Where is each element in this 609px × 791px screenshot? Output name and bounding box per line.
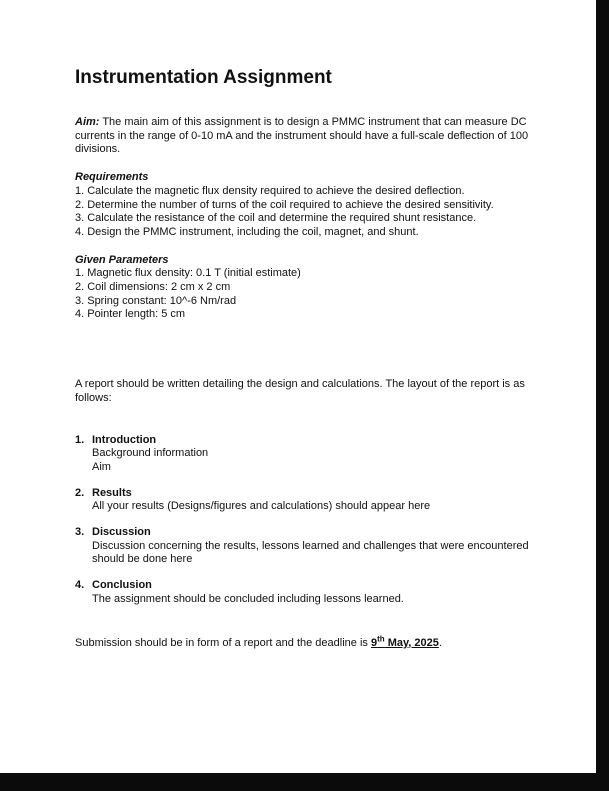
outline-number: 3.	[75, 526, 85, 539]
aim-paragraph	[75, 116, 540, 157]
requirement-item: 2. Determine the number of turns of the coil required to achieve the desired sensitivity.	[75, 198, 494, 211]
document-title: Instrumentation Assignment	[75, 67, 332, 88]
outline-number: 1.	[75, 433, 85, 446]
outline-line: The assignment should be concluded including lessons learned.	[92, 592, 404, 605]
submission-paragraph	[75, 633, 540, 651]
outline-number: 4.	[75, 579, 85, 592]
outline-line: Discussion concerning the results, lessons learned and challenges that were encountered should be done here	[92, 539, 529, 566]
outline-line: All your results (Designs/figures and calculations) should appear here	[92, 500, 431, 513]
outline-line: Background information	[92, 447, 209, 460]
given-parameter-item: 1. Magnetic flux density: 0.1 T (initial estimate)	[75, 267, 301, 280]
deadline-date	[370, 633, 439, 649]
submission-text: Submission should be in form of a report and the deadline is	[75, 636, 368, 649]
outline-heading: Introduction	[92, 433, 157, 446]
report-intro-paragraph: A report should be written detailing the design and calculations. The layout of the report is as follows:	[75, 378, 525, 404]
outline-heading: Conclusion	[92, 579, 152, 592]
given-parameter-item: 2. Coil dimensions: 2 cm x 2 cm	[75, 281, 231, 294]
outline-item-results	[75, 487, 540, 514]
given-parameters-heading: Given Parameters	[75, 253, 169, 266]
deadline-month-year: May, 2025	[384, 636, 439, 649]
given-parameter-item: 4. Pointer length: 5 cm	[75, 308, 186, 321]
deadline-day: 9	[370, 636, 378, 649]
given-parameter-item: 3. Spring constant: 10^-6 Nm/rad	[75, 294, 237, 307]
submission-end: .	[438, 636, 442, 649]
deadline-suffix: th	[377, 633, 385, 643]
outline-number: 2.	[75, 486, 85, 499]
aim-label: Aim:	[75, 116, 100, 128]
given-parameters-list	[75, 267, 540, 322]
outline-heading: Results	[92, 486, 132, 499]
requirement-item: 1. Calculate the magnetic flux density required to achieve the desired deflection.	[75, 184, 465, 197]
aim-text: The main aim of this assignment is to design a PMMC instrument that can measure DC currents in the range of 0-10 mA and the instrument should have a full-scale deflection of 100 divisions.	[75, 116, 529, 156]
requirements-heading: Requirements	[75, 171, 149, 184]
outline-line: Aim	[92, 460, 111, 473]
outline-item-conclusion	[75, 579, 540, 606]
requirement-item: 4. Design the PMMC instrument, including the coil, magnet, and shunt.	[75, 225, 419, 238]
outline-heading: Discussion	[92, 526, 151, 539]
outline-item-discussion	[75, 526, 540, 567]
requirement-item: 3. Calculate the resistance of the coil and determine the required shunt resistance.	[75, 212, 477, 225]
document-content	[75, 66, 540, 650]
outline-item-introduction	[75, 434, 540, 475]
report-outline	[75, 434, 540, 607]
requirements-list	[75, 185, 540, 240]
